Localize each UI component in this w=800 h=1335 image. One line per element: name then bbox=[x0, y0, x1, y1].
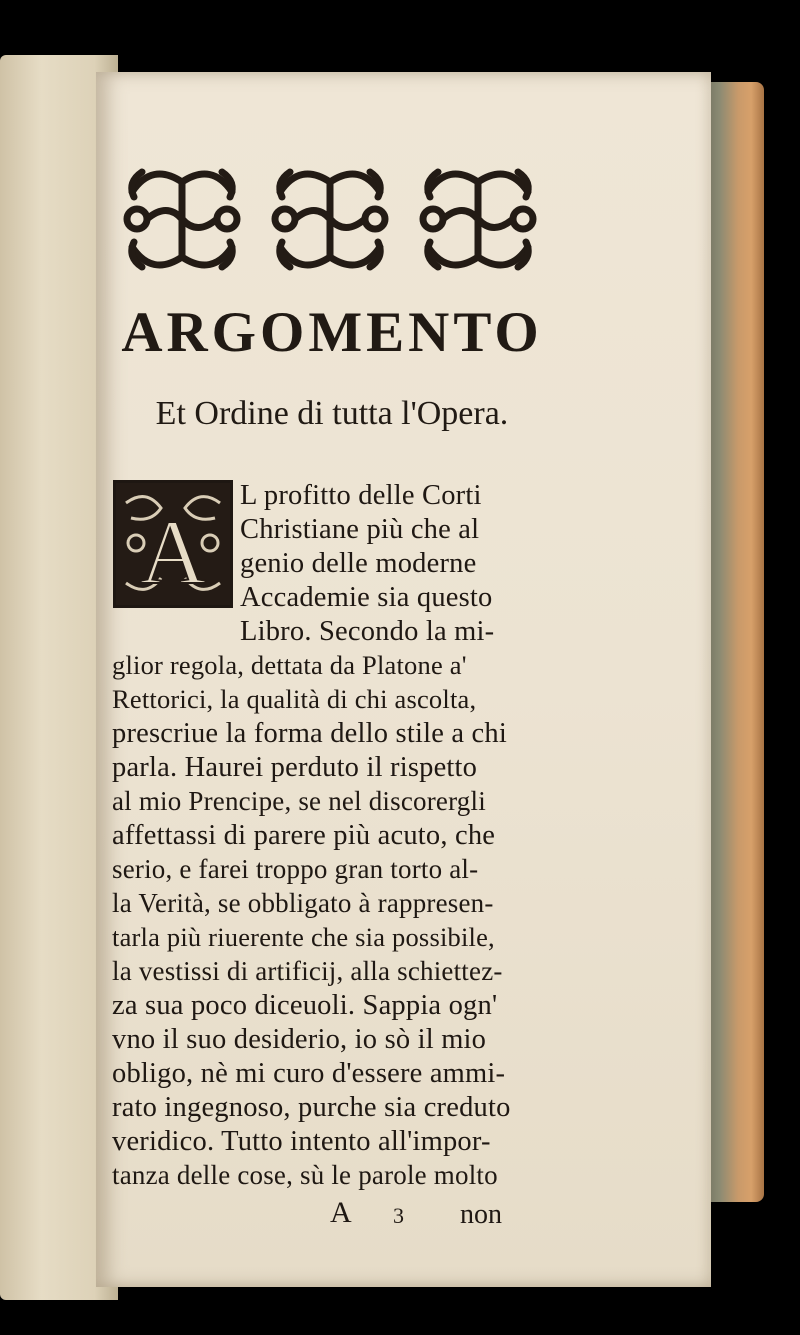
text-line: la vestissi di artificij, alla schiettez- bbox=[112, 956, 503, 986]
initial-letter: A bbox=[139, 501, 207, 603]
text-line: veridico. Tutto intento all'impor- bbox=[112, 1126, 491, 1157]
text-line: Rettorici, la qualità di chi ascolta, bbox=[112, 684, 477, 714]
signature-mark: A bbox=[330, 1196, 352, 1229]
text-line: tarla più riuerente che sia possibile, bbox=[112, 922, 495, 952]
text-line: parla. Haurei perduto il rispetto bbox=[112, 752, 478, 783]
signature-number: 3 bbox=[393, 1203, 404, 1228]
text-line: genio delle moderne bbox=[240, 548, 477, 579]
text-line: za sua poco diceuoli. Sappia ogn' bbox=[112, 990, 498, 1021]
text-line: tanza delle cose, sù le parole molto bbox=[112, 1160, 498, 1190]
ornament-icon bbox=[112, 152, 252, 287]
text-line: serio, e farei troppo gran torto al- bbox=[112, 854, 479, 884]
text-line: rato ingegnoso, purche sia creduto bbox=[112, 1092, 511, 1123]
text-line: Accademie sia questo bbox=[240, 582, 493, 613]
text-line: la Verità, se obbligato à rappresen- bbox=[112, 888, 494, 918]
text-line: affettassi di parere più acuto, che bbox=[112, 820, 496, 851]
catchword: non bbox=[460, 1199, 502, 1230]
page-subheading: Et Ordine di tutta l'Opera. bbox=[155, 395, 509, 432]
text-line: prescriue la forma dello stile a chi bbox=[112, 718, 507, 749]
page-heading: ARGOMENTO bbox=[121, 301, 543, 364]
ornament-icon bbox=[408, 152, 548, 287]
text-line: glior regola, dettata da Platone a' bbox=[112, 650, 467, 680]
text-line: vno il suo desiderio, io sò il mio bbox=[112, 1024, 487, 1055]
text-line: obligo, nè mi curo d'essere ammi- bbox=[112, 1058, 506, 1089]
text-line: Christiane più che al bbox=[240, 514, 480, 545]
decorated-initial bbox=[113, 480, 233, 608]
ornament-icon bbox=[260, 152, 400, 287]
ornament-band bbox=[112, 152, 552, 287]
text-line: Libro. Secondo la mi- bbox=[240, 616, 495, 647]
text-line: al mio Prencipe, se nel discorergli bbox=[112, 786, 486, 816]
text-line: L profitto delle Corti bbox=[240, 480, 482, 511]
